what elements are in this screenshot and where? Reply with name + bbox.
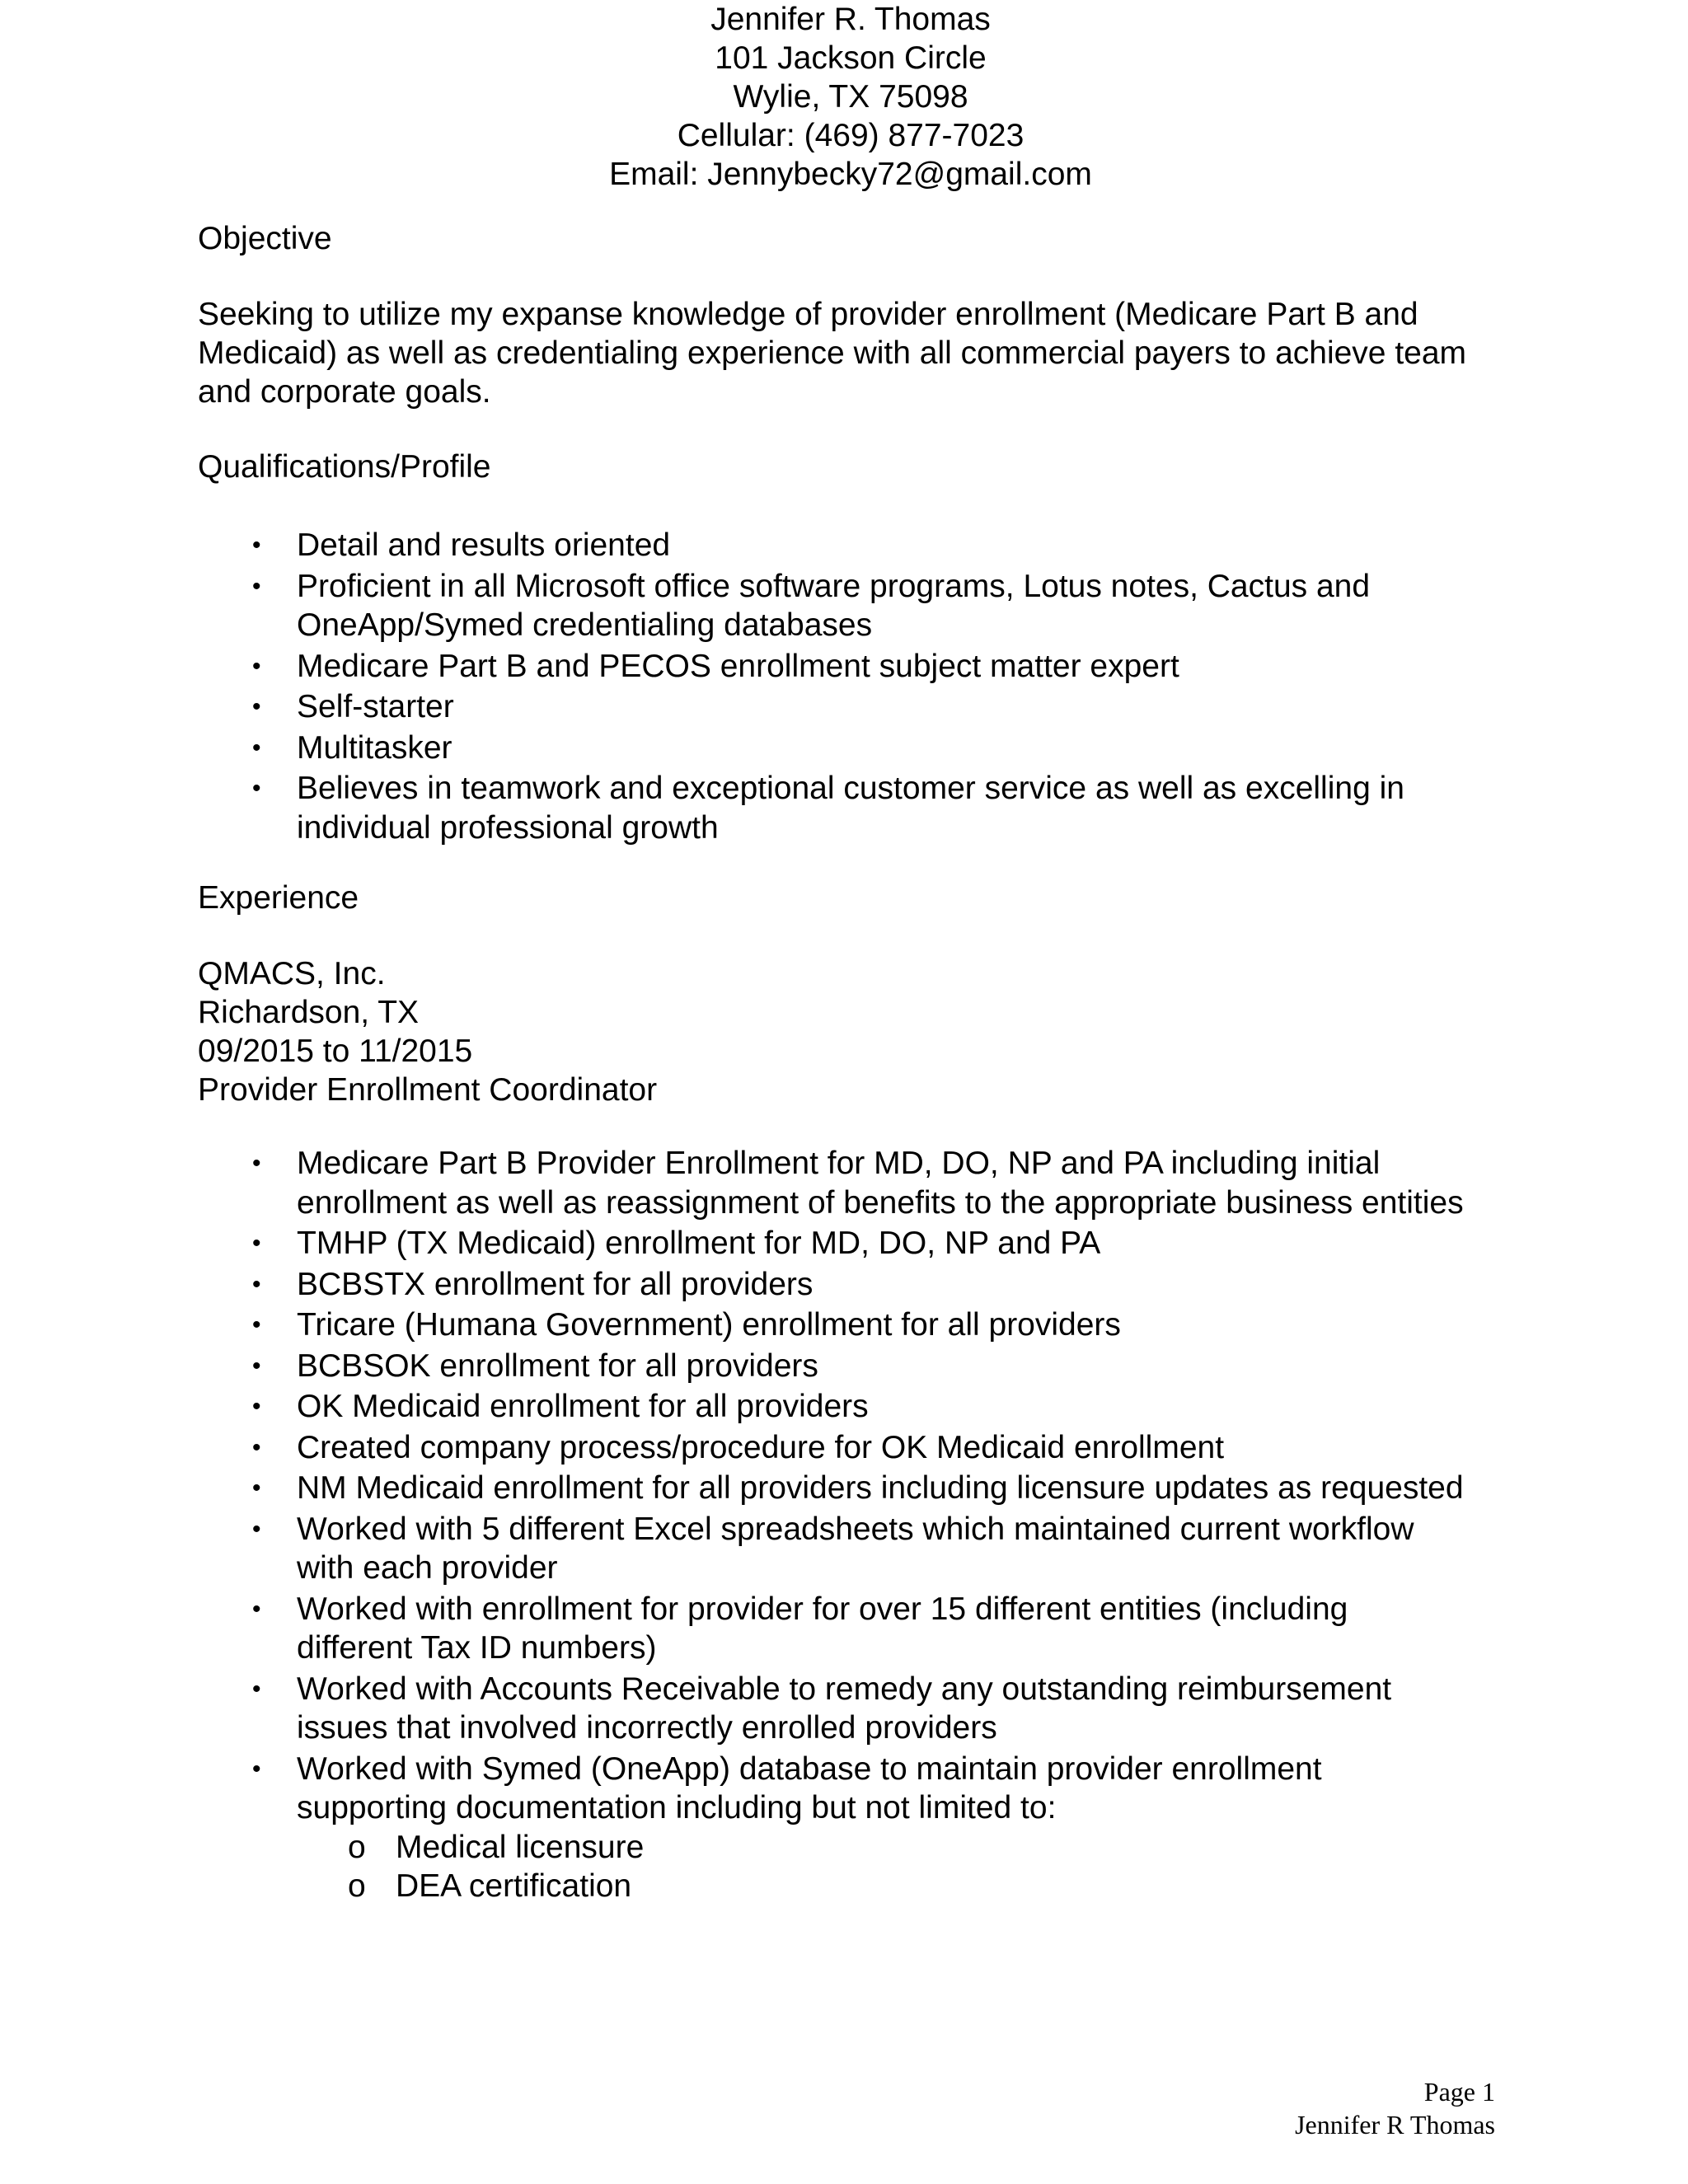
bullet-icon: • <box>252 733 261 762</box>
list-item: • Worked with Accounts Receivable to remedy any outstanding reimbursement issues that involved incorrectly enrolled providers <box>252 1671 1392 1746</box>
bullet-icon: • <box>252 1352 261 1380</box>
sub-bullet-icon: o <box>348 1829 366 1865</box>
bullet-icon: • <box>252 1150 261 1177</box>
bullet-icon: • <box>252 693 261 720</box>
bullet-icon: • <box>252 1393 261 1420</box>
experience-duties <box>198 1144 1467 1908</box>
objective-heading: Objective <box>198 221 332 256</box>
company-name: QMACS, Inc. <box>198 956 386 991</box>
street-address: 101 Jackson Circle <box>715 40 987 76</box>
list-item: • BCBSTX enrollment for all providers <box>198 1265 1467 1305</box>
list-item: • Detail and results oriented <box>198 526 1492 565</box>
bullet-icon: • <box>252 532 261 559</box>
bullet-icon: • <box>252 1270 261 1298</box>
list-item: • Worked with Symed (OneApp) database to maintain provider enrollment supporting documentation including but not limited to: o Medical licensure o DEA certification <box>198 1750 1467 1906</box>
list-item: • Self-starter <box>198 687 1492 727</box>
list-item: o DEA certification <box>297 1867 1467 1906</box>
list-item: • Created company process/procedure for OK Medicaid enrollment <box>198 1428 1467 1468</box>
job-title: Provider Enrollment Coordinator <box>198 1072 658 1108</box>
contact-header <box>0 0 1688 194</box>
bullet-icon: • <box>252 1595 261 1623</box>
experience-heading: Experience <box>198 880 359 916</box>
list-item: • OK Medicaid enrollment for all providers <box>198 1387 1467 1427</box>
job-info <box>198 954 1517 1109</box>
list-item: • Medicare Part B and PECOS enrollment subject matter expert <box>198 647 1492 687</box>
list-item: • Multitasker <box>198 729 1492 768</box>
list-item: • Proficient in all Microsoft office software programs, Lotus notes, Cactus and OneApp/Symed credentialing databases <box>252 568 1371 643</box>
list-item: • Believes in teamwork and exceptional customer service as well as excelling in individual professional growth <box>252 771 1404 846</box>
bullet-icon: • <box>252 1474 261 1502</box>
objective-section <box>198 295 1492 411</box>
page-number: Page 1 <box>1423 2077 1495 2107</box>
bullet-icon: • <box>252 1433 261 1461</box>
qualifications-list <box>198 526 1492 847</box>
bullet-icon: • <box>252 775 261 802</box>
bullet-icon: • <box>252 1230 261 1257</box>
cellular-phone: Cellular: (469) 877-7023 <box>677 118 1025 153</box>
bullet-icon: • <box>252 1755 261 1783</box>
qualifications-section <box>198 526 1492 849</box>
page-footer <box>1295 2075 1495 2141</box>
documentation-sublist <box>297 1828 1467 1906</box>
list-item: • TMHP (TX Medicaid) enrollment for MD, DO, NP and PA <box>198 1224 1467 1263</box>
bullet-icon: • <box>252 1515 261 1543</box>
list-item: • Worked with enrollment for provider for over 15 different entities (including different Tax ID numbers) <box>252 1591 1348 1666</box>
bullet-icon: • <box>252 1311 261 1338</box>
sub-bullet-icon: o <box>348 1868 366 1904</box>
email-address: Email: Jennybecky72@gmail.com <box>609 157 1092 192</box>
footer-name: Jennifer R Thomas <box>1295 2110 1495 2139</box>
employment-dates: 09/2015 to 11/2015 <box>198 1033 473 1069</box>
duties-list <box>198 1144 1467 1906</box>
city-state-zip: Wylie, TX 75098 <box>733 79 968 115</box>
list-item: • Tricare (Humana Government) enrollment for all providers <box>198 1305 1467 1345</box>
list-item: o Medical licensure <box>297 1828 1467 1868</box>
bullet-icon: • <box>252 652 261 680</box>
list-item: • Worked with 5 different Excel spreadsheets which maintained current workflow with each provider <box>252 1511 1414 1586</box>
qualifications-heading: Qualifications/Profile <box>198 449 491 485</box>
objective-text: Seeking to utilize my expanse knowledge of provider enrollment (Medicare Part B and Medicaid) as well as credentialing experience with all commercial payers to achieve team and corporate goals. <box>198 297 1467 410</box>
company-location: Richardson, TX <box>198 995 420 1030</box>
list-item: • NM Medicaid enrollment for all providers including licensure updates as requested <box>198 1469 1467 1508</box>
bullet-icon: • <box>252 1675 261 1703</box>
bullet-icon: • <box>252 572 261 600</box>
list-item: • Medicare Part B Provider Enrollment for MD, DO, NP and PA including initial enrollment as well as reassignment of benefits to the appropriate business entities <box>252 1146 1464 1221</box>
applicant-name: Jennifer R. Thomas <box>710 2 991 37</box>
list-item: • BCBSOK enrollment for all providers <box>198 1347 1467 1386</box>
